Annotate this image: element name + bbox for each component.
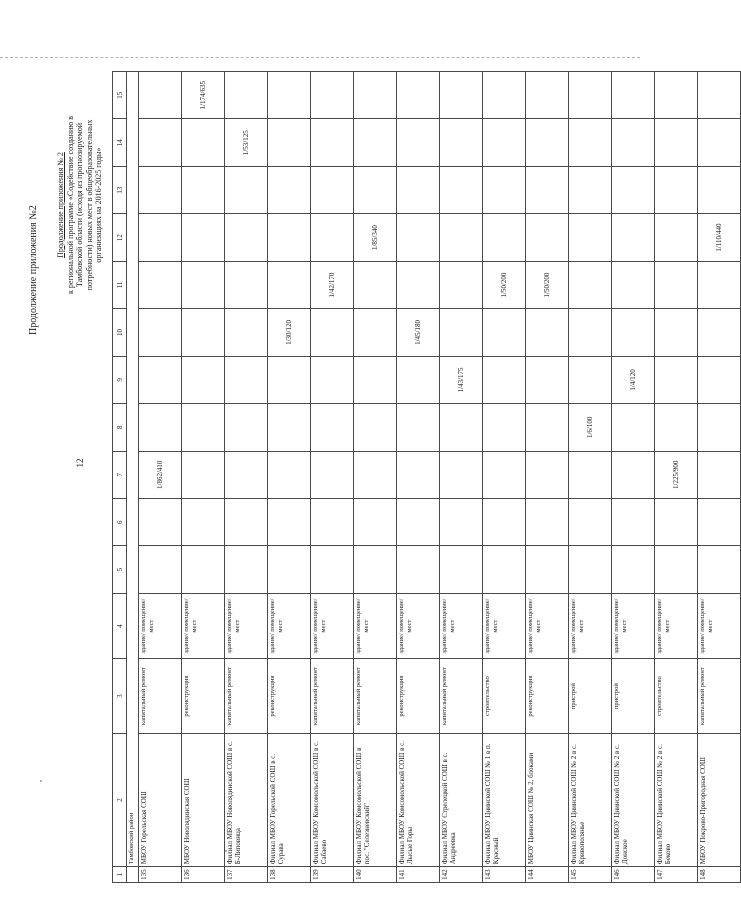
year-value — [225, 214, 268, 261]
year-value: 1/174/635 — [182, 72, 225, 119]
year-value — [397, 356, 440, 403]
year-value — [483, 451, 526, 498]
year-value — [526, 72, 569, 119]
row-number: 145 — [569, 867, 612, 883]
column-number: 7 — [113, 451, 127, 498]
year-value — [311, 309, 354, 356]
year-value — [225, 309, 268, 356]
table-row — [225, 72, 268, 883]
year-value — [311, 214, 354, 261]
row-number: 144 — [526, 867, 569, 883]
year-value — [526, 166, 569, 213]
year-value — [225, 404, 268, 451]
year-value — [698, 72, 741, 119]
district-row — [127, 72, 139, 883]
year-value — [139, 261, 182, 308]
year-value — [354, 119, 397, 166]
school-name: МБОУ Новолядинская СОШ — [182, 733, 225, 866]
year-value — [354, 546, 397, 593]
school-name: МБОУ Горельская СОШ — [139, 733, 182, 866]
year-value — [311, 166, 354, 213]
year-value — [268, 166, 311, 213]
table-row — [526, 72, 569, 883]
year-value — [397, 166, 440, 213]
table-row — [139, 72, 182, 883]
row-number: 148 — [698, 867, 741, 883]
row-number: 142 — [440, 867, 483, 883]
table-row — [397, 72, 440, 883]
work-type: капитальный ремонт — [139, 659, 182, 734]
header-line: к региональной программе «Содействие созданию в — [65, 115, 75, 295]
year-value — [354, 261, 397, 308]
year-value — [139, 546, 182, 593]
district-label: Тамбовский район — [127, 72, 139, 867]
column-number: 6 — [113, 498, 127, 545]
year-value — [655, 498, 698, 545]
year-value — [526, 451, 569, 498]
row-number: 143 — [483, 867, 526, 883]
school-name: Филиал МБОУ Цнинской СОШ № 1 в п. Красный — [483, 733, 526, 866]
cell-blank — [127, 867, 139, 883]
work-type: капитальный ремонт — [311, 659, 354, 734]
unit-label: здание/ помещение/ мест — [612, 593, 655, 659]
year-value — [225, 261, 268, 308]
year-value — [655, 261, 698, 308]
year-value: 1/45/180 — [397, 309, 440, 356]
year-value — [182, 546, 225, 593]
year-value — [440, 546, 483, 593]
year-value — [569, 356, 612, 403]
year-value — [612, 214, 655, 261]
column-number: 13 — [113, 166, 127, 213]
year-value — [182, 119, 225, 166]
year-value — [655, 166, 698, 213]
year-value — [268, 546, 311, 593]
unit-label: здание/ помещение/ мест — [655, 593, 698, 659]
work-type: реконструкция — [182, 659, 225, 734]
year-value — [526, 214, 569, 261]
year-value — [526, 119, 569, 166]
year-value — [569, 309, 612, 356]
work-type: капитальный ремонт — [698, 659, 741, 734]
year-value — [139, 356, 182, 403]
column-number: 2 — [113, 733, 127, 866]
year-value — [483, 72, 526, 119]
year-value — [569, 498, 612, 545]
year-value: 1/43/175 — [440, 356, 483, 403]
year-value — [182, 309, 225, 356]
row-number: 141 — [397, 867, 440, 883]
appendix-header — [56, 50, 104, 360]
year-value — [182, 498, 225, 545]
work-type: реконструкция — [397, 659, 440, 734]
row-number: 136 — [182, 867, 225, 883]
year-value — [526, 309, 569, 356]
year-value — [311, 119, 354, 166]
year-value — [354, 498, 397, 545]
year-value: 1/85/340 — [354, 214, 397, 261]
year-value — [526, 546, 569, 593]
year-value — [698, 166, 741, 213]
work-type: строительство — [483, 659, 526, 734]
year-value — [354, 451, 397, 498]
school-name: МБОУ Покрово-Пригородная СОШ — [698, 733, 741, 866]
table-body — [113, 72, 741, 883]
year-value — [397, 451, 440, 498]
year-value — [139, 72, 182, 119]
header-line: Продолжение приложения № 2 — [56, 152, 65, 258]
table-row — [182, 72, 225, 883]
year-value — [655, 119, 698, 166]
year-value — [182, 166, 225, 213]
year-value — [139, 309, 182, 356]
work-type: реконструкция — [526, 659, 569, 734]
year-value — [354, 404, 397, 451]
unit-label: здание/ помещение/ мест — [268, 593, 311, 659]
year-value: 1/225/900 — [655, 451, 698, 498]
row-number: 135 — [139, 867, 182, 883]
table-row — [698, 72, 741, 883]
year-value — [569, 119, 612, 166]
year-value — [139, 404, 182, 451]
page-number: 12 — [75, 458, 85, 468]
year-value — [397, 546, 440, 593]
row-number: 139 — [311, 867, 354, 883]
year-value — [569, 72, 612, 119]
unit-label: здание/ помещение/ мест — [397, 593, 440, 659]
year-value — [225, 451, 268, 498]
year-value — [440, 451, 483, 498]
year-value — [182, 214, 225, 261]
year-value — [268, 261, 311, 308]
table-row — [354, 72, 397, 883]
school-name: Филиал МБОУ Цнинской СОШ № 2 в с. Беково — [655, 733, 698, 866]
year-value — [698, 451, 741, 498]
work-type: пристрой — [612, 659, 655, 734]
unit-label: здание/ помещение/ мест — [440, 593, 483, 659]
row-number: 138 — [268, 867, 311, 883]
year-value — [182, 261, 225, 308]
column-number: 8 — [113, 404, 127, 451]
work-type: капитальный ремонт — [440, 659, 483, 734]
year-value — [397, 119, 440, 166]
year-value — [268, 356, 311, 403]
year-value — [655, 72, 698, 119]
year-value: 1/42/170 — [311, 261, 354, 308]
year-value — [526, 498, 569, 545]
year-value: 1/862/410 — [139, 451, 182, 498]
column-number: 9 — [113, 356, 127, 403]
year-value — [182, 356, 225, 403]
year-value — [612, 498, 655, 545]
column-number: 3 — [113, 659, 127, 734]
unit-label: здание/ помещение/ мест — [354, 593, 397, 659]
row-number: 137 — [225, 867, 268, 883]
table-row — [268, 72, 311, 883]
year-value — [698, 119, 741, 166]
year-value — [268, 119, 311, 166]
year-value — [440, 261, 483, 308]
school-name: Филиал МБОУ Цнинской СОШ № 2 в с. Кривополянье — [569, 733, 612, 866]
year-value — [225, 546, 268, 593]
year-value — [698, 356, 741, 403]
year-value — [569, 546, 612, 593]
year-value — [698, 546, 741, 593]
year-value — [311, 404, 354, 451]
year-value — [483, 309, 526, 356]
year-value — [655, 356, 698, 403]
work-type: капитальный ремонт — [225, 659, 268, 734]
unit-label: здание/ помещение/ мест — [311, 593, 354, 659]
work-type: строительство — [655, 659, 698, 734]
work-type: капитальный ремонт — [354, 659, 397, 734]
year-value — [182, 404, 225, 451]
year-value — [397, 498, 440, 545]
column-number: 10 — [113, 309, 127, 356]
year-value — [354, 72, 397, 119]
year-value — [526, 404, 569, 451]
column-number: 15 — [113, 72, 127, 119]
school-name: Филиал МБОУ Горельской СОШ в с. Сурава — [268, 733, 311, 866]
table-row — [612, 72, 655, 883]
year-value — [139, 119, 182, 166]
year-value — [354, 356, 397, 403]
year-value — [698, 498, 741, 545]
year-value — [268, 404, 311, 451]
year-value — [182, 451, 225, 498]
year-value — [268, 498, 311, 545]
table-row — [440, 72, 483, 883]
table-row — [311, 72, 354, 883]
unit-label: здание/ помещение/ мест — [182, 593, 225, 659]
year-value — [612, 72, 655, 119]
year-value — [483, 404, 526, 451]
year-value: 1/50/200 — [483, 261, 526, 308]
table-row — [655, 72, 698, 883]
year-value: 1/4/120 — [612, 356, 655, 403]
year-value — [268, 214, 311, 261]
school-name: Филиал МБОУ Стрелецкой СОШ в с. Андреевка — [440, 733, 483, 866]
year-value — [612, 119, 655, 166]
year-value — [139, 498, 182, 545]
table-row — [569, 72, 612, 883]
year-value — [698, 404, 741, 451]
school-name: Филиал МБОУ Комсомольской СОШ в с. Лысые Горы — [397, 733, 440, 866]
year-value — [311, 72, 354, 119]
year-value — [440, 214, 483, 261]
year-value — [139, 214, 182, 261]
year-value — [440, 166, 483, 213]
column-number: 12 — [113, 214, 127, 261]
year-value — [354, 166, 397, 213]
year-value — [483, 166, 526, 213]
row-number: 140 — [354, 867, 397, 883]
year-value — [397, 261, 440, 308]
year-value — [698, 309, 741, 356]
column-number: 1 — [113, 867, 127, 883]
header-line: потребности) новых мест в общеобразовательных — [84, 119, 94, 291]
school-name: Филиал МБОУ Комсомольской СОШ в с. Сабаево — [311, 733, 354, 866]
header-line: Тамбовской области (исходя из прогнозируемой — [75, 122, 84, 288]
work-type: пристрой — [569, 659, 612, 734]
year-value — [612, 309, 655, 356]
column-number: 11 — [113, 261, 127, 308]
year-value — [225, 166, 268, 213]
year-value — [569, 261, 612, 308]
year-value — [612, 451, 655, 498]
year-value — [139, 166, 182, 213]
year-value — [569, 166, 612, 213]
year-value: 1/50/200 — [526, 261, 569, 308]
year-value — [655, 309, 698, 356]
year-value — [440, 309, 483, 356]
program-table — [112, 71, 741, 883]
work-type: реконструкция — [268, 659, 311, 734]
year-value — [268, 72, 311, 119]
year-value — [440, 119, 483, 166]
year-value — [225, 498, 268, 545]
row-number: 147 — [655, 867, 698, 883]
year-value — [397, 72, 440, 119]
year-value — [268, 451, 311, 498]
unit-label: здание/ помещение/ мест — [698, 593, 741, 659]
year-value — [698, 261, 741, 308]
year-value — [526, 356, 569, 403]
year-value — [612, 404, 655, 451]
year-value — [440, 498, 483, 545]
year-value — [655, 404, 698, 451]
table-row — [483, 72, 526, 883]
continuation-title: Продолжение приложения №2 — [28, 205, 39, 335]
year-value — [612, 261, 655, 308]
header-line: организациях на 2016-2025 годы» — [94, 147, 103, 263]
year-value: 1/110/440 — [698, 214, 741, 261]
school-name: Филиал МБОУ Цнинской СОШ № 2 в с. Донское — [612, 733, 655, 866]
unit-label: здание/ помещение/ мест — [569, 593, 612, 659]
year-value — [397, 214, 440, 261]
year-value — [311, 546, 354, 593]
school-name: Филиал МБОУ Новолядинской СОШ в с. Б-Липовица — [225, 733, 268, 866]
year-value — [311, 356, 354, 403]
year-value — [311, 451, 354, 498]
year-value — [354, 309, 397, 356]
year-value — [483, 356, 526, 403]
year-value — [612, 546, 655, 593]
unit-label: здание/ помещение/ мест — [225, 593, 268, 659]
row-number: 146 — [612, 867, 655, 883]
column-number-row — [113, 72, 127, 883]
year-value — [483, 498, 526, 545]
year-value — [569, 214, 612, 261]
year-value — [483, 546, 526, 593]
school-name: Филиал МБОУ Комсомольской СОШ в пос. "Селезневский" — [354, 733, 397, 866]
year-value — [440, 404, 483, 451]
year-value — [655, 214, 698, 261]
year-value: 1/30/120 — [268, 309, 311, 356]
column-number: 5 — [113, 546, 127, 593]
unit-label: здание/ помещение/ мест — [483, 593, 526, 659]
year-value: 1/53/125 — [225, 119, 268, 166]
year-value — [483, 214, 526, 261]
unit-label: здание/ помещение/ мест — [526, 593, 569, 659]
year-value — [569, 451, 612, 498]
year-value — [397, 404, 440, 451]
year-value: 1/6/100 — [569, 404, 612, 451]
column-number: 14 — [113, 119, 127, 166]
year-value — [311, 498, 354, 545]
year-value — [483, 119, 526, 166]
column-number: 4 — [113, 593, 127, 659]
unit-label: здание/ помещение/ мест — [139, 593, 182, 659]
school-name: МБОУ Цнинская СОШ № 2, блоками — [526, 733, 569, 866]
year-value — [655, 546, 698, 593]
year-value — [225, 356, 268, 403]
year-value — [612, 166, 655, 213]
year-value — [440, 72, 483, 119]
year-value — [225, 72, 268, 119]
